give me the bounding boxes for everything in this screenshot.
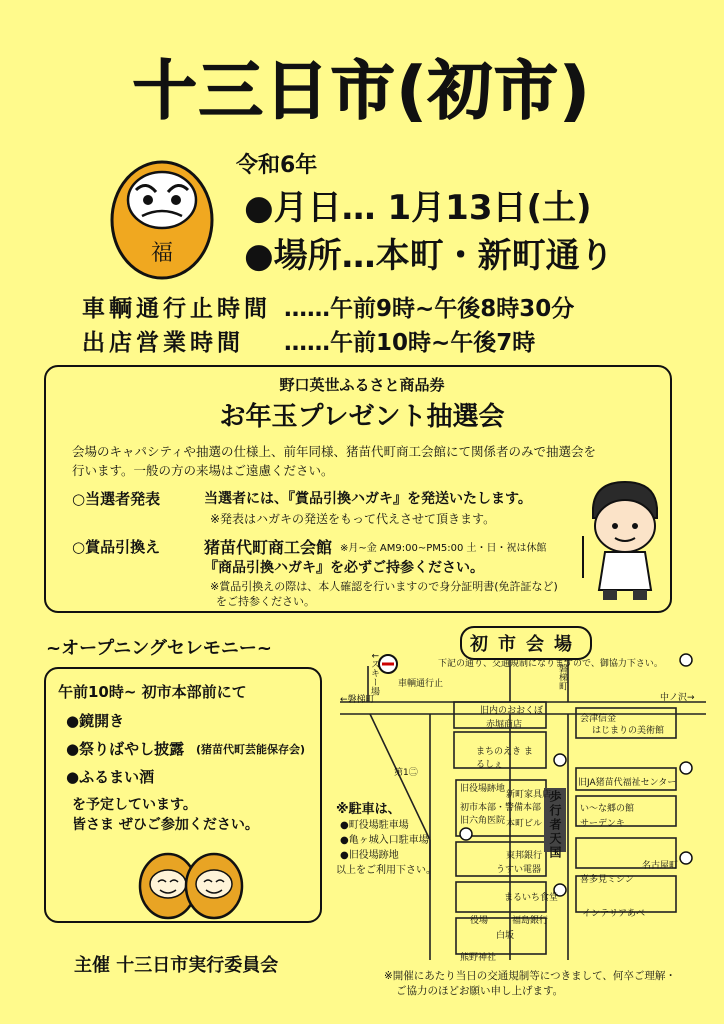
map-label: 第1㊁: [394, 768, 418, 778]
ceremony-item-2-note: (猪苗代町芸能保存会): [196, 743, 306, 756]
year-label: 令和6年: [236, 153, 318, 178]
map-label: 初市本部・警備本部 旧六角医院: [460, 803, 542, 826]
parking-item: ●町役場駐車場: [340, 820, 409, 831]
exchange-text: 『商品引換ハガキ』を必ずご持参ください。: [204, 560, 484, 576]
traffic-time-label: 車輌通行止時間: [82, 296, 271, 322]
map-label: インテリアあべ: [582, 909, 646, 919]
map-traffic-note: 下記の通り、交通規制になりますので、御協力下さい。: [438, 659, 663, 669]
organizer: 主催 十三日市実行委員会: [74, 955, 279, 976]
parking-tail: 以上をご利用下さい。: [336, 865, 436, 876]
map-label: 喜多見ミシン: [580, 875, 634, 885]
announce-text: 当選者には、『賞品引換ハガキ』を発送いたします。: [204, 491, 532, 507]
ceremony-closing-2: 皆さま ぜひご参加ください。: [72, 817, 259, 833]
page-title: 十三日市(初市): [132, 55, 592, 129]
map-bandai: ↑磐梯町: [557, 656, 567, 691]
map-label: 新町家具店: [506, 790, 552, 800]
exchange-note-2: をご持参ください。: [216, 595, 315, 608]
map-footer-2: ご協力のほどお願い申し上げます。: [396, 985, 564, 997]
twin-daruma-illustration: [136, 846, 246, 922]
ceremony-item-1: ●鏡開き: [66, 712, 125, 730]
shop-time-value: ……午前10時~午後7時: [284, 330, 536, 356]
map-pedestrian: 歩行者天国: [548, 790, 562, 860]
ceremony-item-3: ●ふるまい酒: [66, 768, 155, 786]
map-label: 本町ビル: [506, 819, 543, 829]
lottery-title: お年玉プレゼント抽選会: [219, 402, 505, 432]
exchange-hours: ※月~金 AM9:00~PM5:00 土・日・祝は休館: [340, 543, 547, 554]
parking-title: ※駐車は、: [336, 802, 401, 817]
map-kanzan: ←磐梯町: [340, 695, 375, 705]
place-line: ●場所…本町・新町通り: [244, 236, 614, 276]
map-label: 役場: [470, 916, 489, 926]
lottery-intro-1: 会場のキャパシティや抽選の仕様上、前年同様、猪苗代町商工会館にて関係者のみで抽選会を: [72, 444, 597, 459]
ceremony-heading: ~オープニングセレモニー~: [46, 638, 273, 659]
map-label: 赤堀商店: [486, 720, 523, 730]
parking-item: ●旧役場跡地: [340, 850, 399, 861]
traffic-time-value: ……午前9時~午後8時30分: [284, 296, 575, 322]
map-no-entry: 車輌通行止: [398, 679, 444, 689]
ceremony-closing-1: を予定しています。: [72, 797, 197, 813]
map-label: 旧JA猪苗代福祉センター: [578, 778, 677, 788]
parking-item: ●亀ヶ城入口駐車場: [340, 835, 429, 846]
map-label: サーデンキ: [580, 819, 625, 829]
map-label: 旧役場跡地: [460, 784, 506, 794]
announce-label: ○当選者発表: [72, 490, 161, 508]
map-ski: ↓スキー場: [369, 652, 379, 696]
exchange-place: 猪苗代町商工会館: [204, 538, 333, 557]
date-line: ●月日… 1月13日(土): [244, 188, 592, 228]
map-footer-1: ※開催にあたり当日の交通規制等につきまして、何卒ご理解・: [384, 970, 676, 982]
daruma-illustration: [106, 150, 218, 282]
lottery-intro-2: 行います。一般の方の来場はご遠慮ください。: [72, 463, 334, 478]
svg-text:福: 福: [150, 241, 174, 266]
map-label: 熊野神社: [460, 953, 497, 963]
ceremony-time: 午前10時~ 初市本部前にて: [58, 683, 247, 701]
map-nonosawa: 中ノ沢→: [660, 693, 695, 703]
map-label: うすい電器: [496, 865, 542, 875]
exchange-note-1: ※賞品引換えの際は、本人確認を行いますので身分証明書(免許証など): [210, 580, 558, 593]
map-label: い〜な郷の館: [580, 804, 635, 814]
map-label: まるいち食堂: [504, 893, 559, 903]
map-label: 福島銀行: [512, 916, 549, 926]
map-label: 名古屋町: [642, 861, 679, 871]
map-title: 初市会場: [460, 626, 592, 660]
map-label: まちのえき まるしぇ: [476, 747, 533, 770]
map-label: 白坂: [496, 931, 515, 941]
announce-note: ※発表はハガキの発送をもって代えさせて頂きます。: [210, 512, 496, 526]
map-label: 会津信金: [580, 714, 617, 724]
map-label: 旧内のおおくぼ: [480, 706, 544, 716]
lottery-subtitle: 野口英世ふるさと商品券: [279, 376, 445, 394]
mascot-illustration: [575, 478, 671, 603]
shop-time-label: 出店営業時間: [82, 330, 244, 356]
exchange-label: ○賞品引換え: [72, 538, 161, 556]
ceremony-item-2: ●祭りばやし披露: [66, 740, 185, 758]
map-label: はじまりの美術館: [592, 726, 665, 736]
map-label: 東邦銀行: [506, 851, 543, 861]
